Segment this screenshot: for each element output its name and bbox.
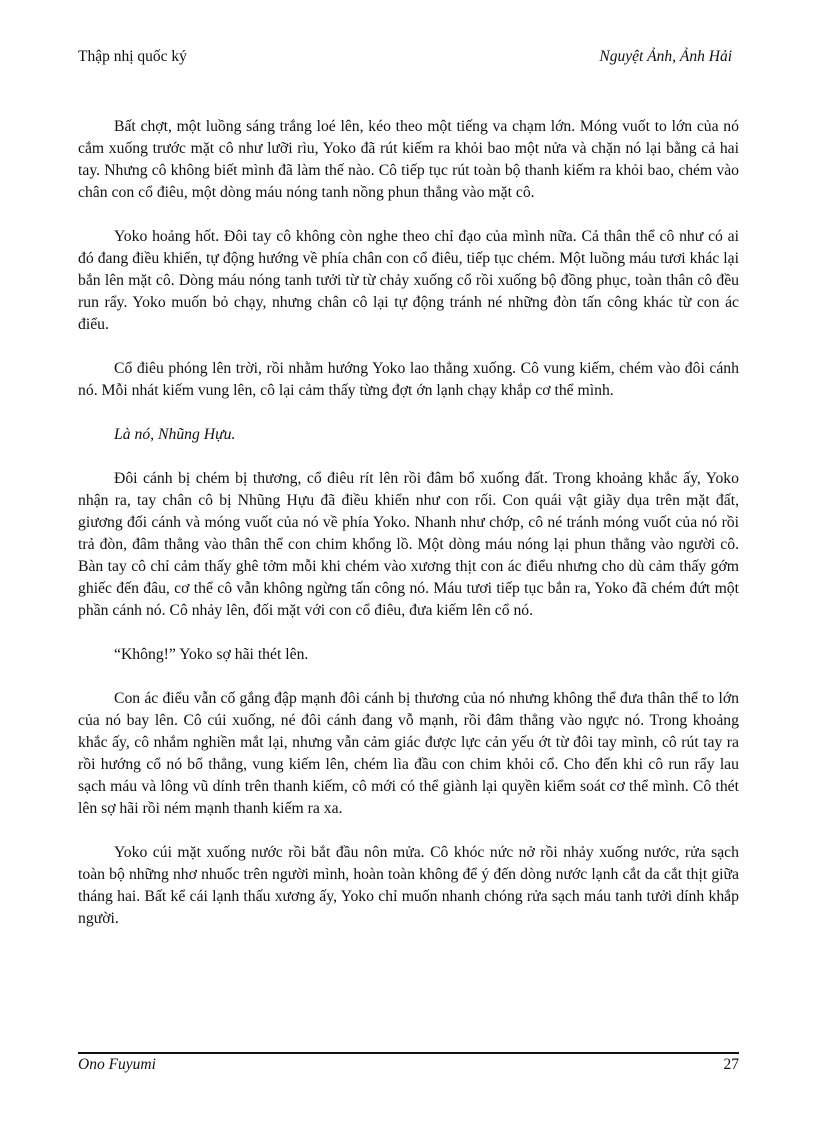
- page-number: 27: [723, 1056, 739, 1073]
- paragraph-2: Yoko hoảng hốt. Đôi tay cô không còn nghe theo chỉ đạo của mình nữa. Cả thân thể cô như có ai đó đang điều khiển, tự động hướng về phía chân con cổ điêu, tiếp tục chém. Một luồng máu tươi khác lại bắn lên mặt cô. Dòng máu nóng tanh tưởi từ từ chảy xuống cổ rồi xuống bộ đồng phục, toàn thân cô đều run rẩy. Yoko muốn bỏ chạy, nhưng chân cô lại tự động tránh né những đòn tấn công khác từ con ác điểu.: [78, 228, 739, 333]
- translator-names: Nguyệt Ảnh, Ảnh Hải: [599, 48, 732, 65]
- footer-divider: [78, 1052, 739, 1054]
- paragraph-7: Con ác điểu vẫn cố gắng đập mạnh đôi cánh bị thương của nó nhưng không thể đưa thân thể to lớn của nó bay lên. Cô cúi xuống, né đôi cánh đang vỗ mạnh, rồi đâm thẳng vào ngực nó. Trong khoảng khắc ấy, cô nhắm nghiền mắt lại, nhưng vẫn cảm giác được lực cản yếu ớt từ đôi tay mình, cô rút tay ra rồi hướng cổ nó bổ thẳng, vung kiếm lên, chém lìa đầu con chim khỏi cổ. Cho đến khi cô run rẩy lau sạch máu và lông vũ dính trên thanh kiếm, cô mới có thể giành lại quyền kiểm soát cơ thể mình. Cô thét lên sợ hãi rồi ném mạnh thanh kiếm ra xa.: [78, 690, 739, 817]
- paragraph-5: Đôi cánh bị chém bị thương, cổ điêu rít lên rồi đâm bổ xuống đất. Trong khoảng khắc ấy, Yoko nhận ra, tay chân cô bị Nhũng Hựu đã điều khiển như con rối. Con quái vật giãy dụa trên mặt đất, giương đối cánh và móng vuốt của nó về phía Yoko. Nhanh như chớp, cô né tránh móng vuốt của nó rồi trả đòn, đâm thẳng vào thân thể con chim khổng lồ. Một dòng máu nóng lại phun thẳng vào người cô. Bàn tay cô chỉ cảm thấy ghê tởm mỗi khi chém vào xương thịt con ác điểu nhưng cho dù cảm thấy gớm ghiếc đến đâu, cơ thể cô vẫn không ngừng tấn công nó. Máu tươi tiếp tục bắn ra, Yoko đã chém đứt một phần cánh nó. Cô nhảy lên, đối mặt với con cổ điêu, đưa kiếm lên cổ nó.: [78, 470, 739, 619]
- book-title: Thập nhị quốc ký: [78, 48, 187, 65]
- page-footer: [78, 1056, 739, 1078]
- paragraph-4-italic-thought: Là nó, Nhũng Hựu.: [114, 426, 236, 443]
- footer-author: Ono Fuyumi: [78, 1056, 156, 1073]
- paragraph-6-dialogue: “Không!” Yoko sợ hãi thét lên.: [114, 646, 309, 663]
- paragraph-3: Cổ điêu phóng lên trời, rồi nhằm hướng Yoko lao thẳng xuống. Cô vung kiếm, chém vào đôi cánh nó. Mỗi nhát kiếm vung lên, cô lại cảm thấy từng đợt ớn lạnh chạy khắp cơ thể mình.: [78, 360, 739, 399]
- page-header: [78, 48, 732, 72]
- paragraph-1: Bất chợt, một luồng sáng trắng loé lên, kéo theo một tiếng va chạm lớn. Móng vuốt to lớn của nó cắm xuống trước mặt cô như lưỡi rìu, Yoko đã rút kiếm ra khỏi bao một nửa và chặn nó lại bằng cả hai tay. Nhưng cô không biết mình đã làm thế nào. Cô tiếp tục rút toàn bộ thanh kiếm ra khỏi bao, chém vào chân con cổ điêu, một dòng máu nóng tanh nồng phun thẳng vào mặt cô.: [78, 118, 739, 201]
- paragraph-8: Yoko cúi mặt xuống nước rồi bắt đầu nôn mửa. Cô khóc nức nở rồi nhảy xuống nước, rửa sạch toàn bộ những nhơ nhuốc trên người mình, hoàn toàn không để ý đến dòng nước lạnh cắt da cắt thịt giữa tháng hai. Bất kể cái lạnh thấu xương ấy, Yoko chỉ muốn nhanh chóng rửa sạch máu tanh tưởi dính khắp người.: [78, 844, 739, 927]
- body-text: [78, 116, 739, 952]
